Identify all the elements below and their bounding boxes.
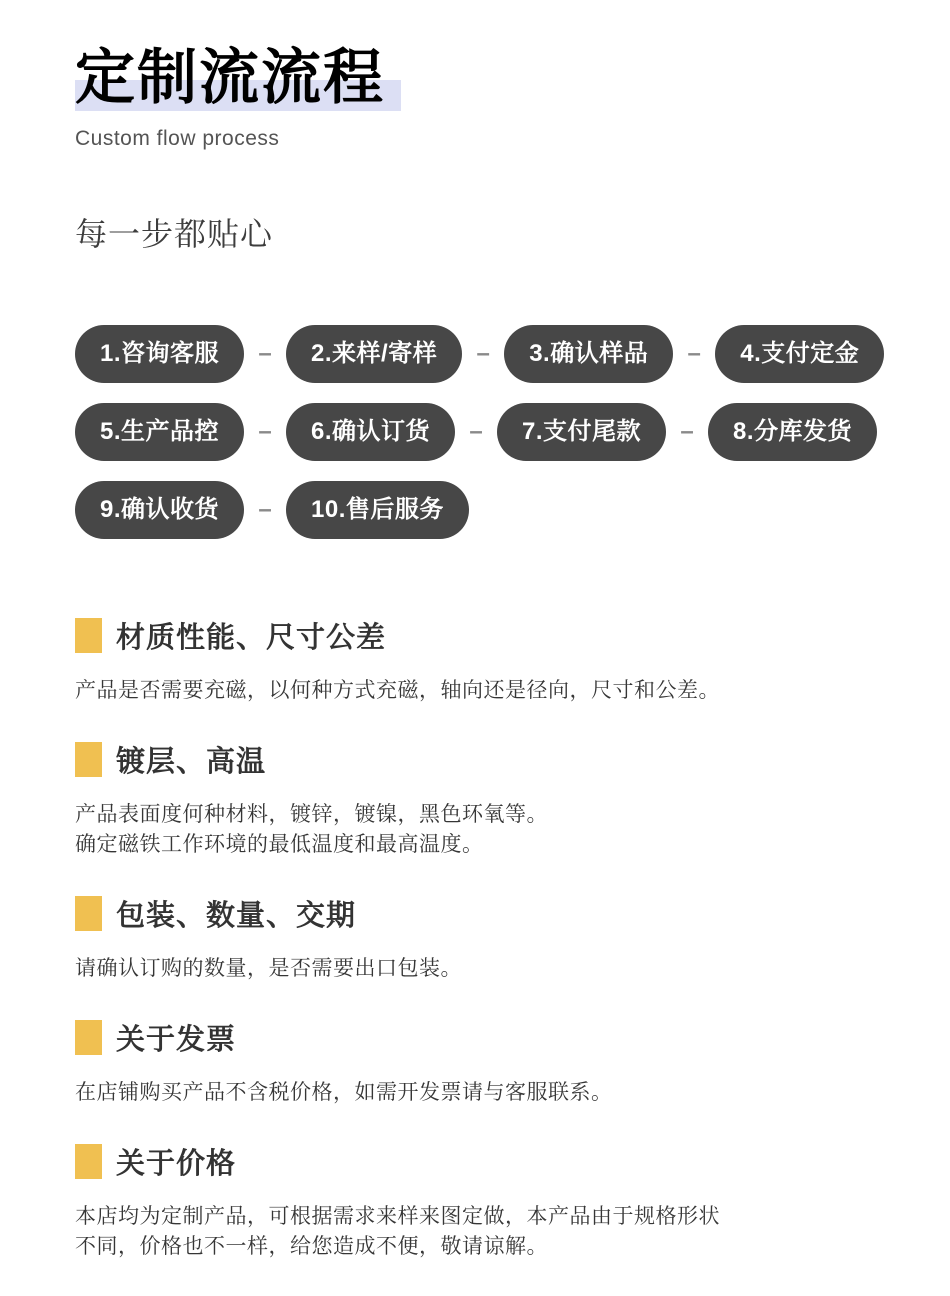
section-heading bbox=[75, 739, 880, 780]
flow-step-pill: 1.咨询客服 bbox=[75, 325, 244, 383]
yellow-square-marker-icon bbox=[75, 742, 102, 777]
page-title: 定制流流程 bbox=[75, 46, 401, 111]
section-body-line: 产品是否需要充磁，以何种方式充磁，轴向还是径向，尺寸和公差。 bbox=[75, 678, 720, 702]
connector-dash: – bbox=[469, 417, 483, 445]
flow-step-pill: 2.来样/寄样 bbox=[286, 325, 462, 383]
section-heading-text: 包装、数量、交期 bbox=[116, 899, 357, 932]
section-body-line: 请确认订购的数量，是否需要出口包装。 bbox=[75, 956, 462, 980]
yellow-square-marker-icon bbox=[75, 896, 102, 931]
connector-dash: – bbox=[680, 417, 694, 445]
section-heading-text: 关于价格 bbox=[116, 1147, 237, 1180]
section-body-line: 确定磁铁工作环境的最低温度和最高温度。 bbox=[75, 832, 484, 856]
flow-step-pill: 7.支付尾款 bbox=[497, 403, 666, 461]
section-heading bbox=[75, 615, 880, 656]
info-section bbox=[75, 1141, 880, 1262]
section-body-line: 不同，价格也不一样，给您造成不便，敬请谅解。 bbox=[75, 1234, 548, 1258]
flow-row bbox=[75, 403, 880, 461]
info-section bbox=[75, 893, 880, 984]
flow-row bbox=[75, 481, 880, 539]
info-section bbox=[75, 615, 880, 706]
flow-step-pill: 6.确认订货 bbox=[286, 403, 455, 461]
page-subtitle: Custom flow process bbox=[75, 126, 280, 150]
section-heading-text: 镀层、高温 bbox=[116, 745, 267, 778]
connector-dash: – bbox=[687, 339, 701, 367]
section-heading-text: 材质性能、尺寸公差 bbox=[116, 621, 387, 654]
flow-step-pill: 4.支付定金 bbox=[715, 325, 884, 383]
flow-step-pill: 8.分库发货 bbox=[708, 403, 877, 461]
section-body-line: 在店铺购买产品不含税价格，如需开发票请与客服联系。 bbox=[75, 1080, 613, 1104]
info-sections bbox=[75, 615, 880, 1262]
flow-step-pill: 3.确认样品 bbox=[504, 325, 673, 383]
connector-dash: – bbox=[258, 495, 272, 523]
connector-dash: – bbox=[258, 417, 272, 445]
section-body-line: 产品表面度何种材料，镀锌，镀镍，黑色环氧等。 bbox=[75, 802, 548, 826]
yellow-square-marker-icon bbox=[75, 618, 102, 653]
flow-step-pill: 10.售后服务 bbox=[286, 481, 469, 539]
section-heading-text: 关于发票 bbox=[116, 1023, 237, 1056]
flow-step-pill: 5.生产品控 bbox=[75, 403, 244, 461]
section-body-line: 本店均为定制产品，可根据需求来样来图定做，本产品由于规格形状 bbox=[75, 1204, 720, 1228]
info-section bbox=[75, 1017, 880, 1108]
info-section bbox=[75, 739, 880, 860]
connector-dash: – bbox=[258, 339, 272, 367]
flow-step-pill: 9.确认收货 bbox=[75, 481, 244, 539]
yellow-square-marker-icon bbox=[75, 1144, 102, 1179]
tagline: 每一步都贴心 bbox=[75, 215, 274, 252]
section-heading bbox=[75, 1017, 880, 1058]
section-heading bbox=[75, 893, 880, 934]
section-heading bbox=[75, 1141, 880, 1182]
flow-steps bbox=[75, 325, 880, 539]
connector-dash: – bbox=[476, 339, 490, 367]
yellow-square-marker-icon bbox=[75, 1020, 102, 1055]
flow-row bbox=[75, 325, 880, 383]
